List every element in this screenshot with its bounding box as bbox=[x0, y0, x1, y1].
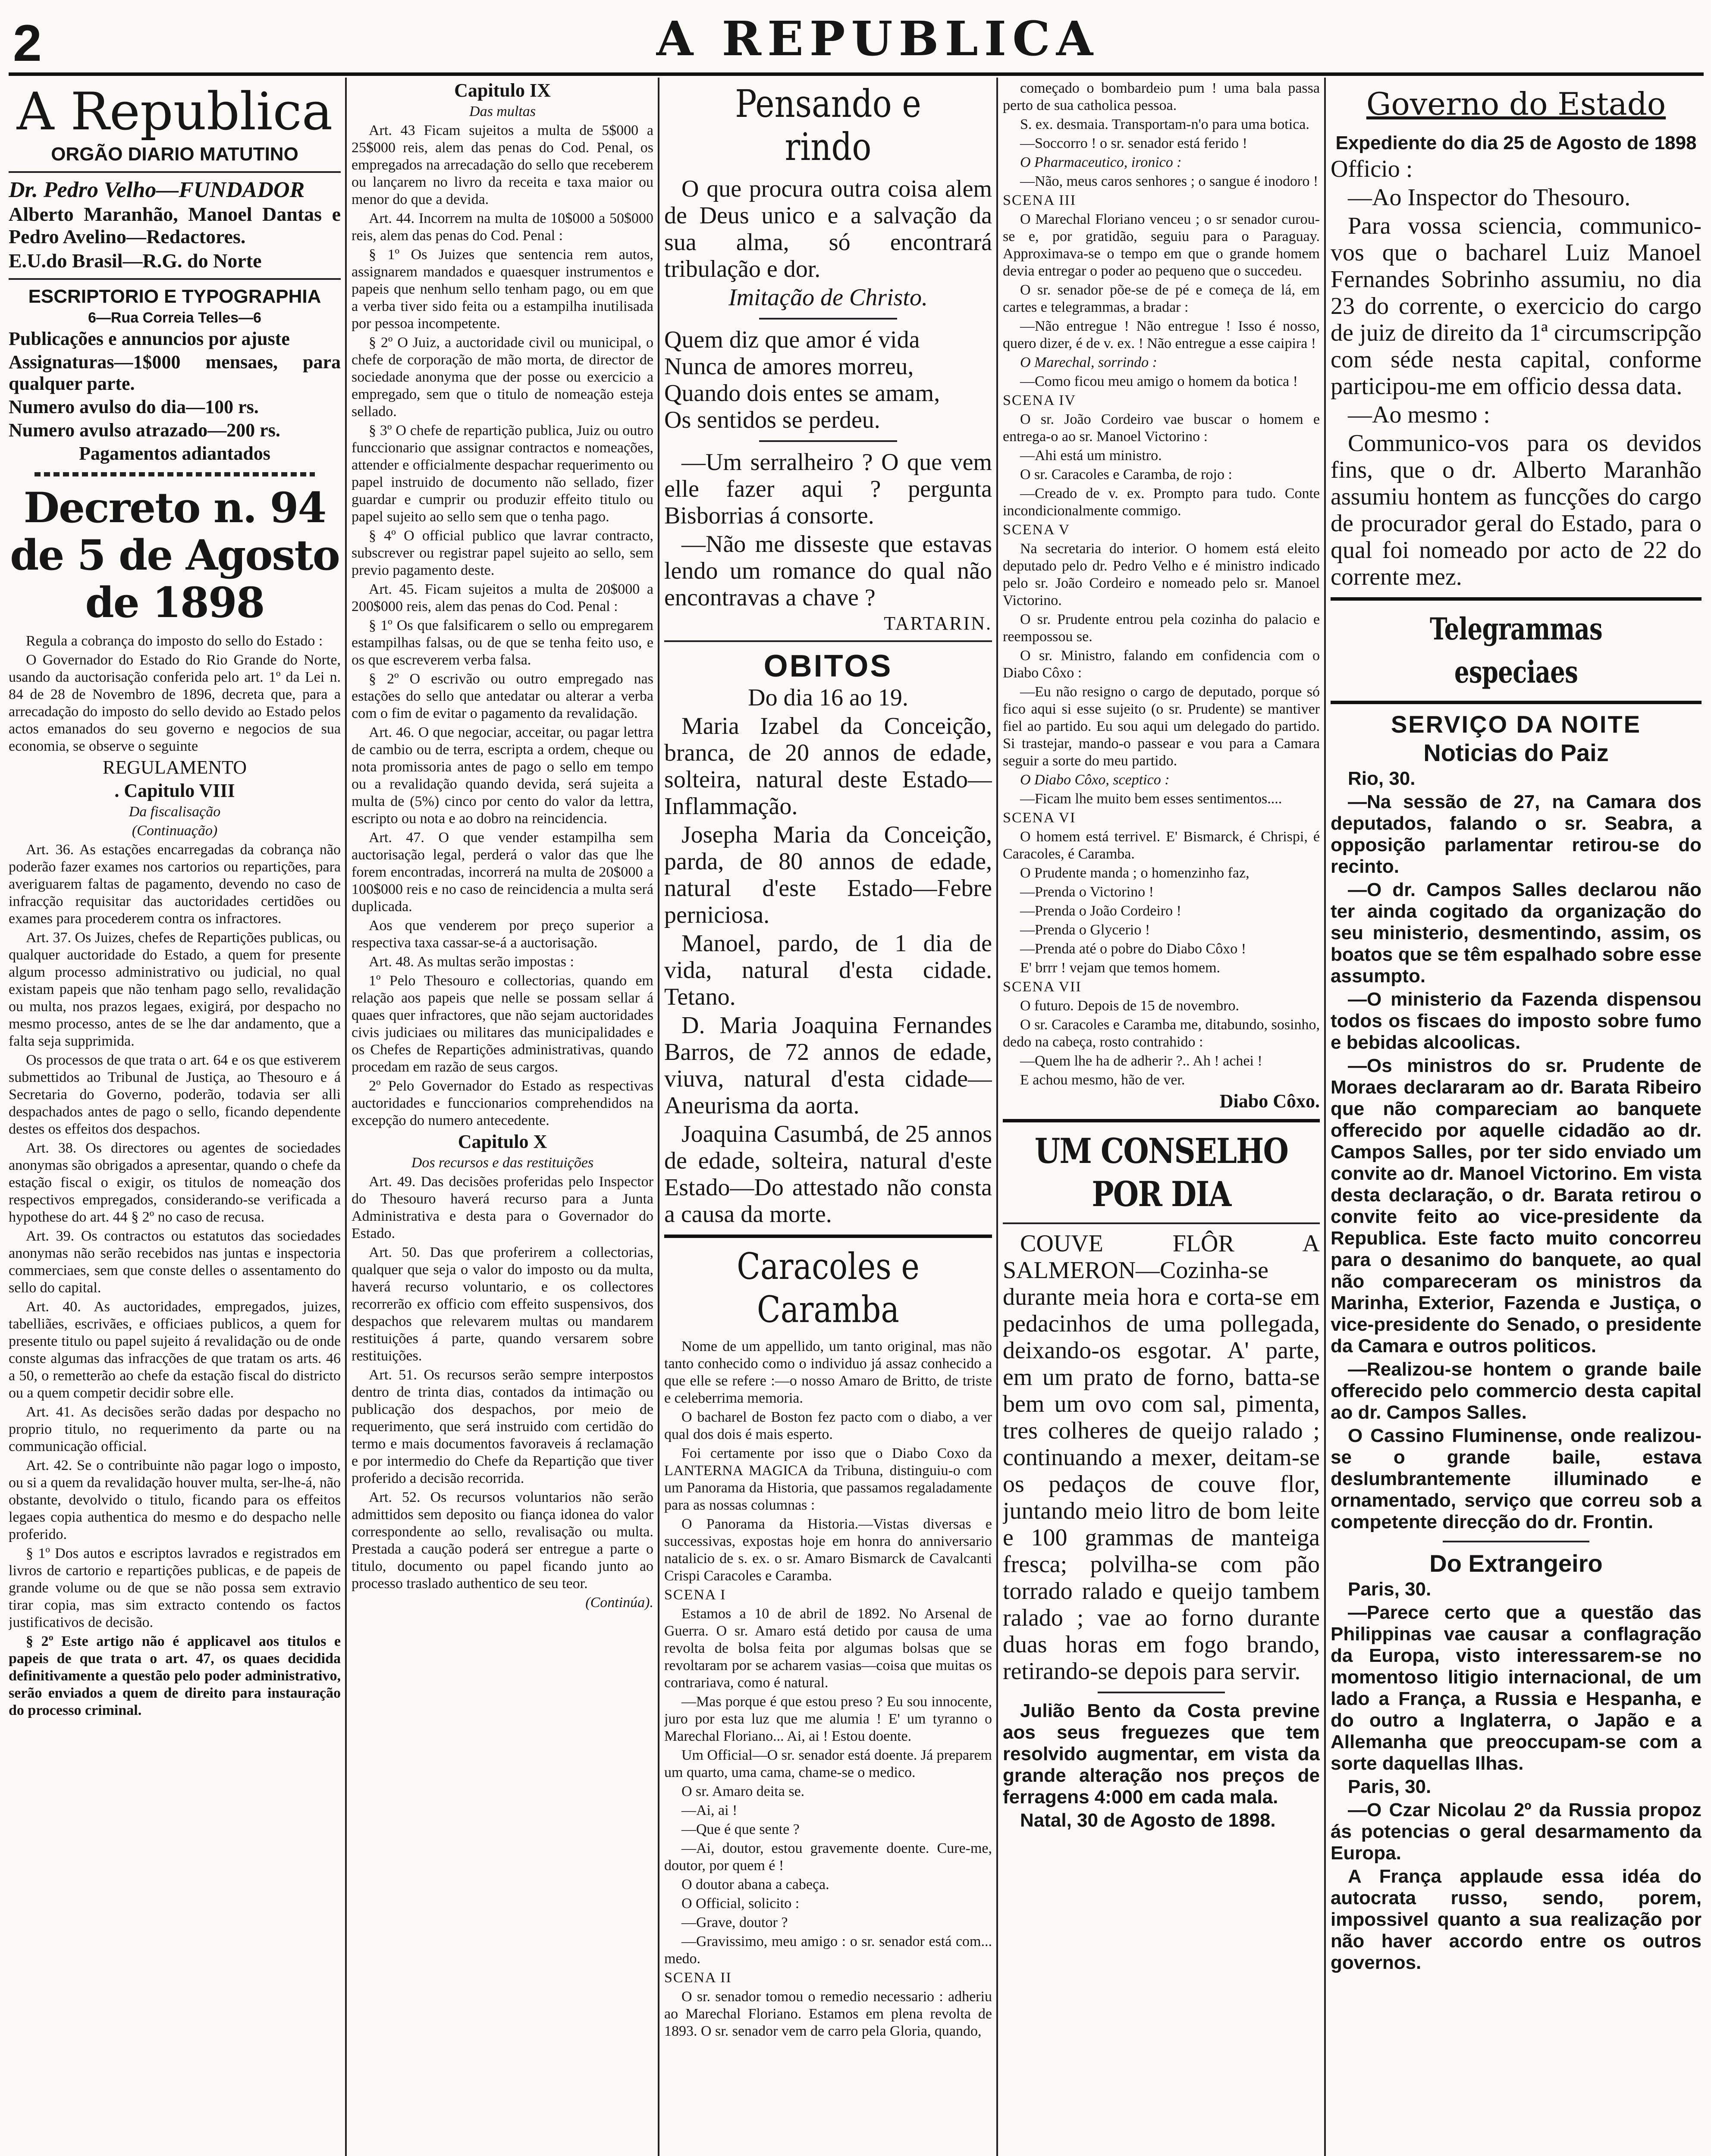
article-paragraph: Os processos de que trata o art. 64 e os que estiverem submettidos ao Tribunal de Justiça, ao Thesouro e á Secretaria do Governo, poderão, todavia ser alli despachados antes de pago o sello, ficando dependente destes os effeitos dos despachos. bbox=[9, 1052, 341, 1137]
section-headline: Telegrammas especiaes bbox=[1430, 611, 1602, 690]
article-paragraph: O Marechal, sorrindo : bbox=[1020, 354, 1157, 370]
union-line: E.U.do Brasil—R.G. do Norte bbox=[9, 250, 262, 272]
article-paragraph: § 1º Os que falsificarem o sello ou empregarem estampilhas falsas, ou de que se tenha feito uso, e os que escreverem verba falsa. bbox=[352, 617, 653, 668]
article-paragraph: Art. 38. Os directores ou agentes de sociedades anonymas são obrigados a apresentar, quando o chefe da estação fiscal o exigir, os titulos de nomeação dos respectivos empregados, considerando-se verificada a hypothese do art. 44 § 2º no caso de recusa. bbox=[9, 1140, 341, 1225]
commercial-notice-date: Natal, 30 de Agosto de 1898. bbox=[1020, 1810, 1276, 1831]
decree-title-line-1: Decreto n. 94 de 5 de Agosto bbox=[10, 483, 339, 580]
article-paragraph: —Não, meus caros senhores ; o sangue é inodoro ! bbox=[1020, 173, 1319, 189]
notice-1: Publicações e annuncios por ajuste bbox=[9, 328, 290, 349]
article-paragraph: Art. 42. Se o contribuinte não pagar logo o imposto, ou si a quem da revalidação houver multa, ser-lhe-á, não obstante, devolvido o titulo, ficando para os effeitos legaes copia authentica do mesmo e do despacho nelle proferido. bbox=[9, 1457, 341, 1542]
article-paragraph: O sr. Prudente entrou pela cozinha do palacio e reempossou se. bbox=[1003, 611, 1320, 645]
article-paragraph: Art. 52. Os recursos voluntarios não serão admittidos sem deposito ou fiança idonea do valor correspondente ao sello, revalisação ou multa. Prestada a caução poderá ser entregue a parte o titulo, documento ou papel ficando junto ao processo traslado authentico de seu teor. bbox=[352, 1489, 653, 1592]
article-paragraph: Art. 49. Das decisões proferidas pelo Inspector do Thesouro haverá recurso para a Junta Administrativa e desta para o Governador do Estado. bbox=[352, 1174, 653, 1241]
article-paragraph: O homem está terrivel. E' Bismarck, é Chrispi, é Caracoles, é Caramba. bbox=[1003, 829, 1320, 862]
telegram-item: —Parece certo que a questão das Philippinas vae causar a conflagração da Europa, visto interessarem-se no momentoso litigio internacional, de um lado a França, a Russia e Hespanha, e do outro a Inglaterra, o Japão e a Allemanha que preoccupam-se com a sorte daquellas Ilhas. bbox=[1331, 1602, 1702, 1774]
article-paragraph: —Grave, doutor ? bbox=[681, 1915, 788, 1930]
column-divider bbox=[1324, 78, 1326, 2156]
article-paragraph: E achou mesmo, hão de ver. bbox=[1020, 1072, 1185, 1088]
article-paragraph: § 1º Dos autos e escriptos lavrados e registrados em livros de cartorio e repartições publicas, e de papeis de grande volume ou de que se não possa sem extravio tirar copia, mas sim extracto contendo os factos justificativos de decisão. bbox=[9, 1545, 341, 1630]
article-paragraph: O Pharmaceutico, ironico : bbox=[1020, 154, 1182, 170]
obitos-date: Do dia 16 ao 19. bbox=[748, 684, 908, 711]
column-5 bbox=[1331, 80, 1702, 2156]
divider bbox=[664, 1235, 992, 1238]
article-paragraph: O Panorama da Historia.—Vistas diversas e successivas, expostas hoje em honra do anniversario natalicio de s. ex. o sr. Amaro Bismarck de Cavalcanti Crispi Caracoles e Caramba. bbox=[664, 1516, 992, 1584]
joke-text: —Não me disseste que estavas lendo um romance do qual não encontravas a chave ? bbox=[664, 531, 992, 611]
scene-title: SCENA II bbox=[664, 1970, 732, 1986]
article-paragraph: —Mas porque é que estou preso ? Eu sou innocente, juro por esta luz que me alumia ! E' um tyranno o Marechal Floriano... Ai, ai ! Estou doente. bbox=[664, 1694, 992, 1744]
article-paragraph: Nome de um appellido, um tanto original, mas não tanto conhecido como o individuo já assaz conhecido a que elle se refere :—o nosso Amaro de Britto, de triste e celeberrima memoria. bbox=[664, 1338, 992, 1406]
article-paragraph: —Ai, doutor, estou gravemente doente. Cure-me, doutor, por quem é ! bbox=[664, 1840, 992, 1874]
divider bbox=[9, 278, 341, 280]
article-paragraph: Art. 43 Ficam sujeitos a multa de 5$000 a 25$000 reis, alem das penas do Cod. Penal, os empregados na arrecadação do sello que receberem ou lançarem no livro da receita e taxa maior ou menor do que a devida. bbox=[352, 122, 653, 207]
article-paragraph: O sr. Caracoles e Caramba me, ditabundo, sosinho, dedo na cabeça, rosto contrahido : bbox=[1003, 1017, 1320, 1050]
article-paragraph: —Que é que sente ? bbox=[681, 1821, 800, 1837]
obitos-title: OBITOS bbox=[763, 649, 893, 683]
article-paragraph: —Eu não resigno o cargo de deputado, porque só fico aqui si esse sujeito (o sr. Prudente) se mantiver fiel ao partido. Eu sou aqui um delegado do partido. Si trastejar, mando-o passear e vou para a Camara seguir a sorte do meu partido. bbox=[1003, 684, 1320, 769]
noticias-title: Noticias do Paiz bbox=[1423, 739, 1609, 766]
decree-title-line-2: de 1898 bbox=[85, 578, 264, 627]
scene-title: SCENA V bbox=[1003, 522, 1071, 538]
article-paragraph: Para vossa sciencia, communico-vos que o bacharel Luiz Manoel Fernandes Sobrinho assumiu, no dia 23 do corrente, o exercicio do cargo de juiz de direito da 1ª circumscripção com séde nesta capital, conforme participou-me em officio dessa data. bbox=[1331, 213, 1702, 400]
section-headline: Caracoles e Caramba bbox=[737, 1245, 920, 1331]
chapter-title: Capitulo IX bbox=[454, 80, 551, 101]
masthead-title: A REPUBLICA bbox=[656, 11, 1099, 66]
poem-line: Nunca de amores morreu, bbox=[664, 353, 914, 380]
article-paragraph: Art. 41. As decisões serão dadas por despacho no proprio titulo, no requerimento da parte ou na communicação official. bbox=[9, 1404, 341, 1454]
scene-title: SCENA VII bbox=[1003, 979, 1082, 995]
article-paragraph: —Prenda o Victorino ! bbox=[1020, 884, 1154, 900]
article-paragraph: Art. 50. Das que proferirem a collectorias, qualquer que seja o valor do imposto ou da multa, haverá recurso voluntario, e os collectores recorrerão ex officio com effeito suspensivos, dos despachos que relevarem multas ou mandarem restituições á parte, quando versarem sobre restituições. bbox=[352, 1244, 653, 1364]
notice-3: Numero avulso do dia—100 rs. bbox=[9, 396, 259, 417]
column-divider bbox=[345, 78, 347, 2156]
article-paragraph: § 2º Este artigo não é applicavel aos titulos e papeis de que trata o art. 47, os quaes decidida definitivamente a questão pelo poder administrativo, serão enviados a quem de direito para instauração do processo criminal. bbox=[9, 1633, 341, 1718]
article-paragraph: Art. 47. O que vender estampilha sem auctorisação legal, perderá o valor das que lhe forem encontradas, incorrerá na multa de 20$000 a 100$000 reis e no caso de reincidencia a multa será duplicada. bbox=[352, 830, 653, 915]
article-signature: Diabo Côxo. bbox=[1219, 1091, 1320, 1112]
article-paragraph: O sr. Caracoles e Caramba, de rojo : bbox=[1020, 467, 1232, 483]
poem-line: Quando dois entes se amam, bbox=[664, 380, 940, 407]
article-paragraph: O sr. João Cordeiro vae buscar o homem e entrega-o ao sr. Manoel Victorino : bbox=[1003, 411, 1320, 445]
article-paragraph: O Official, solicito : bbox=[681, 1896, 800, 1912]
article-paragraph: § 4º O official publico que lavrar contracto, subscrever ou registrar papel sujeito ao sello, sem previo pagamento deste. bbox=[352, 528, 653, 578]
notice-5: Pagamentos adiantados bbox=[79, 443, 270, 464]
founder-line: Dr. Pedro Velho—FUNDADOR bbox=[9, 178, 305, 202]
dateline: Paris, 30. bbox=[1348, 1776, 1432, 1797]
paper-subtitle: ORGÃO DIARIO MATUTINO bbox=[51, 144, 298, 165]
chapter-subtitle: Dos recursos e das restituições bbox=[411, 1155, 594, 1171]
article-paragraph: § 1º Os Juizes que sentencia rem autos, assignarem mandados e quaesquer instrumentos e papeis que nenhum sello tenham pago, ou em que a verba tiver sido feita ou a estampilha inutilisada por pessoa incompetente. bbox=[352, 247, 653, 332]
chapter-subtitle: Das multas bbox=[469, 103, 536, 119]
article-paragraph: Art. 45. Ficam sujeitos a multa de 20$000 a 200$000 reis, alem das penas do Cod. Penal : bbox=[352, 581, 653, 614]
divider bbox=[759, 440, 897, 442]
article-paragraph: —Ahi está um ministro. bbox=[1020, 448, 1162, 464]
article-paragraph: 1º Pelo Thesouro e collectorias, quando em relação aos papeis que nelle se possam sellar á quaes quer infractores, que não sejam auctoridades civis judiciaes ou militares das municipalidades e os Chefes de Repartições administrativas, quando procedam em razão de seus cargos. bbox=[352, 973, 653, 1075]
article-paragraph: —Creado de v. ex. Prompto para tudo. Conte incondicionalmente commigo. bbox=[1003, 486, 1320, 519]
article-paragraph: 2º Pelo Governador do Estado as respectivas auctoridades e funccionarios comprehendidos na excepção do numero antecedente. bbox=[352, 1078, 653, 1128]
servico-title: SERVIÇO DA NOITE bbox=[1391, 711, 1642, 738]
telegram-item: —Realizou-se hontem o grande baile offerecido pelo commercio desta capital ao dr. Campos Salles. bbox=[1331, 1359, 1702, 1423]
article-paragraph: O sr. senador põe-se de pé e começa de lá, em cartes e telegrammas, a bradar : bbox=[1003, 282, 1320, 315]
masthead bbox=[0, 0, 1711, 73]
article-paragraph: O Marechal Floriano venceu ; o sr senador curou-se e, por gratidão, seguiu para o Paraguay. Approximava-se o tempo em que o grande homem devia entregar o poder ao pequeno que o succedeu. bbox=[1003, 211, 1320, 279]
divider bbox=[9, 171, 341, 173]
article-paragraph: O doutor abana a cabeça. bbox=[681, 1877, 829, 1893]
office-title: ESCRIPTORIO E TYPOGRAPHIA bbox=[28, 286, 321, 307]
decree-intro: Regula a cobrança do imposto do sello do Estado : bbox=[26, 633, 323, 649]
article-paragraph: E' brrr ! vejam que temos homem. bbox=[1020, 960, 1221, 976]
article-paragraph: Art. 46. O que negociar, acceitar, ou pagar lettra de cambio ou de terra, escripta a ordem, cheque ou nota promissoria antes de pago o sello em tempo ou a revalidação quando devida, será sujeita a multa de (5%) cinco por cento do valor da lettra, escripto ou nota e ao dobro na reincidencia. bbox=[352, 724, 653, 827]
article-paragraph: —Gravissimo, meu amigo : o sr. senador está com... medo. bbox=[664, 1934, 992, 1967]
article-paragraph: § 2º O Juiz, a auctoridade civil ou municipal, o chefe de corporação de mão morta, de director de sociedade anonyma que der posse ou exercicio a empregado, sem que o titulo de nomeação esteja sellado. bbox=[352, 335, 653, 420]
column-divider bbox=[996, 78, 998, 2156]
section-headline: Pensando e rindo bbox=[735, 81, 921, 169]
article-paragraph: Art. 37. Os Juizes, chefes de Repartições publicas, ou qualquer auctoridade do Estado, a quem for presente algum processo administrativo ou judicial, no qual existam papeis que não tenham pago sello, revalidação ou multa, nos prazos legaes, exigirá, por despacho no mesmo processo, antes de se lhe dar andamento, que a falta seja supprimida. bbox=[9, 930, 341, 1049]
article-paragraph: Foi certamente por isso que o Diabo Coxo da LANTERNA MAGICA da Tribuna, distinguiu-o com um Panorama da Historia, que passamos regaladamente para as nossas columnas : bbox=[664, 1445, 992, 1513]
article-paragraph: Na secretaria do interior. O homem está eleito deputado pelo dr. Pedro Velho e é ministro indicado pelo sr. João Cordeiro e nomeado pelo sr. Manoel Victorino. bbox=[1003, 541, 1320, 608]
article-paragraph: —Ao mesmo : bbox=[1348, 401, 1490, 428]
paper-name: A Republica bbox=[16, 82, 333, 142]
editors-line: Alberto Maranhão, Manoel Dantas e Pedro Avelino—Redactores. bbox=[9, 203, 341, 248]
page-number: 2 bbox=[13, 14, 42, 72]
masthead-rule bbox=[9, 72, 1704, 76]
article-paragraph: Art. 40. As auctoridades, empregados, juizes, tabelliães, escrivães, e officiaes publicos, a quem for presente titulo ou papel sujeito á revalidação ou de onde conste algumas das infracções de que tratam os arts. 46 a 50, o remetterão ao chefe da estação fiscal do districto ou a quem competir decidir sobre elle. bbox=[9, 1299, 341, 1401]
divider bbox=[1331, 597, 1702, 601]
article-paragraph: O bacharel de Boston fez pacto com o diabo, a ver qual dos dois é mais esperto. bbox=[664, 1409, 992, 1442]
obito-entry: D. Maria Joaquina Fernandes Barros, de 72 annos de edade, viuva, natural d'esta cidade—Aneurisma da aorta. bbox=[664, 1012, 992, 1119]
continua-label: (Continúa). bbox=[585, 1595, 653, 1611]
chapter-title: Capitulo X bbox=[458, 1131, 547, 1152]
article-paragraph: § 2º O escrivão ou outro empregado nas estações do sello que antedatar ou alterar a verba com o fim de evitar o pagamento da revalidação. bbox=[352, 671, 653, 721]
article-paragraph: —Ficam lhe muito bem esses sentimentos.... bbox=[1020, 791, 1282, 807]
article-paragraph: § 3º O chefe de repartição publica, Juiz ou outro funccionario que assignar contractos e nomeações, attender e officialmente despachar requerimento ou papel instruido de documento não sellado, fizer guardar e cumprir ou produzir effeito titulo ou papel sujeito ao sello sem que o tenha pago. bbox=[352, 423, 653, 525]
column-divider bbox=[658, 78, 659, 2156]
divider bbox=[1331, 701, 1702, 704]
obito-entry: Josepha Maria da Conceição, parda, de 80 annos de edade, natural d'este Estado—Febre perniciosa. bbox=[664, 821, 992, 928]
recipe-text: COUVE FLÔR A SALMERON—Cozinha-se durante meia hora e corta-se em pedacinhos de uma pollegada, deixando-os esgotar. A' parte, em um prato de forno, batta-se bem um ovo com sal, pimenta, tres colheres de queijo ralado ; continuando a mexer, deitam-se os pedaços de couve flor, juntando meio litro de bom leite e 100 grammas de manteiga fresca; polvilha-se com pão torrado ralado e queijo tambem ralado ; vae ao forno durante duas horas em fogo brando, retirando-se depois para servir. bbox=[1003, 1230, 1320, 1685]
article-paragraph: —Prenda o Glycerio ! bbox=[1020, 922, 1150, 938]
article-paragraph: —Prenda até o pobre do Diabo Côxo ! bbox=[1020, 941, 1246, 957]
scene-title: SCENA III bbox=[1003, 192, 1077, 208]
regulamento-title: REGULAMENTO bbox=[102, 757, 247, 778]
article-paragraph: —Soccorro ! o sr. senador está ferido ! bbox=[1020, 135, 1247, 151]
dateline: Paris, 30. bbox=[1348, 1579, 1432, 1600]
scene-title: SCENA IV bbox=[1003, 392, 1076, 408]
article-paragraph: Um Official—O sr. senador está doente. Já preparem um quarto, uma cama, chame-se o medico. bbox=[664, 1747, 992, 1780]
scene-title: SCENA I bbox=[664, 1587, 726, 1603]
section-headline: UM CONSELHO POR DIA bbox=[1034, 1131, 1288, 1214]
column-3 bbox=[664, 80, 992, 2156]
poem-line: Os sentidos se perdeu. bbox=[664, 407, 880, 433]
article-paragraph: —Prenda o João Cordeiro ! bbox=[1020, 903, 1181, 919]
chapter-subtitle: Da fiscalisação bbox=[129, 804, 221, 820]
poem-line: Quem diz que amor é vida bbox=[664, 326, 920, 353]
article-paragraph: —Quem lhe ha de adherir ?.. Ah ! achei ! bbox=[1020, 1053, 1262, 1069]
article-paragraph: O futuro. Depois de 15 de novembro. bbox=[1020, 998, 1240, 1014]
telegram-item: —Os ministros do sr. Prudente de Moraes declararam ao dr. Barata Ribeiro que não compareciam ao banquete offerecido por aquelle cidadão ao dr. Campos Salles, por ter sido enviado um convite ao dr. Manoel Victorino. Em vista desta declaração, o dr. Barata retirou o convite feito ao vice-presidente da Republica. Este facto muito concorreu para o desanimo do banquete, ao qual não compareceram os ministros da Marinha, Exterior, Fazenda e Justiça, o vice-presidente do Senado, o presidente da Camara e outros politicos. bbox=[1331, 1055, 1702, 1357]
expediente-title: Expediente do dia 25 de Agosto de 1898 bbox=[1335, 132, 1697, 154]
article-paragraph: Art. 36. As estações encarregadas da cobrança não poderão fazer exames nos cartorios ou repartições, para averiguarem faltas de pagamento, devendo no caso de infracção requisitar das auctoridades certidões ou exames para procederem contra os infractores. bbox=[9, 842, 341, 927]
decree-title bbox=[9, 484, 341, 627]
column-2 bbox=[352, 80, 653, 2156]
article-paragraph: O Diabo Côxo, sceptico : bbox=[1020, 772, 1170, 788]
article-paragraph: Art. 39. Os contractos ou estatutos das sociedades anonymas não serão recebidos nas juntas e inspectoria commerciaes, sem que conste delles o assentamento do sello do capital. bbox=[9, 1228, 341, 1296]
dateline: Rio, 30. bbox=[1348, 768, 1416, 789]
column-4 bbox=[1003, 80, 1320, 2156]
telegram-item: —O ministerio da Fazenda dispensou todos os fiscaes do imposto sobre fumo e bebidas alcoolicas. bbox=[1331, 989, 1702, 1053]
article-paragraph: —Como ficou meu amigo o homem da botica ! bbox=[1020, 373, 1298, 389]
telegram-item: —O Czar Nicolau 2º da Russia propoz ás potencias o geral desarmamento da Europa. bbox=[1331, 1799, 1702, 1864]
article-paragraph: O Prudente manda ; o homenzinho faz, bbox=[1020, 865, 1250, 881]
scene-title: SCENA VI bbox=[1003, 810, 1076, 826]
article-paragraph: —Ai, ai ! bbox=[681, 1802, 738, 1818]
article-paragraph: Art. 48. As multas serão impostas : bbox=[369, 954, 574, 970]
article-paragraph: Estamos a 10 de abril de 1892. No Arsenal de Guerra. O sr. Amaro está detido por causa de uma revolta de bolsa feita por algumas bolsas que se revoltaram por se acharem vasias—coisa que muitas os contrariava, como é natural. bbox=[664, 1606, 992, 1691]
article-paragraph: Art. 44. Incorrem na multa de 10$000 a 50$000 reis, alem das penas do Cod. Penal : bbox=[352, 210, 653, 244]
obito-entry: Maria Izabel da Conceição, branca, de 20 annos de edade, solteira, natural deste Estado—Inflammação. bbox=[664, 713, 992, 820]
telegram-item: O Cassino Fluminense, onde realizou-se o grande baile, estava deslumbrantemente illuminado e ornamentado, serviço que correu sob a competente direcção do dr. Frontin. bbox=[1331, 1425, 1702, 1532]
obito-entry: Joaquina Casumbá, de 25 annos de edade, solteira, natural d'este Estado—Do attestado não consta a causa da morte. bbox=[664, 1121, 992, 1228]
article-paragraph: Aos que venderem por preço superior a respectiva taxa cassar-se-á a auctorisação. bbox=[352, 918, 653, 951]
article-paragraph: S. ex. desmaia. Transportam-n'o para uma botica. bbox=[1020, 116, 1309, 132]
article-paragraph: O sr. senador tomou o remedio necessario : adheriu ao Marechal Floriano. Estamos em plena revolta de 1893. O sr. senador vem de carro pela Gloria, quando, bbox=[664, 1989, 992, 2039]
divider bbox=[759, 318, 897, 320]
divider bbox=[1098, 1692, 1225, 1693]
divider bbox=[1003, 1222, 1320, 1224]
divider bbox=[664, 640, 992, 642]
article-paragraph: —Ao Inspector do Thesouro. bbox=[1348, 184, 1631, 211]
article-paragraph: Communico-vos para os devidos fins, que o dr. Alberto Maranhão assumiu hontem as funcções do cargo de procurador geral do Estado, para o qual foi nomeado por acto de 22 do corrente mez. bbox=[1331, 430, 1702, 590]
divider bbox=[1003, 1119, 1320, 1122]
article-paragraph: —Não entregue ! Não entregue ! Isso é nosso, quero dizer, é de v. ex. ! Não entregue a esse caipira ! bbox=[1003, 318, 1320, 351]
telegram-item: —O dr. Campos Salles declarou não ter ainda cogitado da organização do seu ministerio, desmentindo, assim, os boatos que se têm espalhado sobre esse assumpto. bbox=[1331, 879, 1702, 987]
notice-2: Assignaturas—1$000 mensaes, para qualquer parte. bbox=[9, 351, 341, 394]
notice-4: Numero avulso atrazado—200 rs. bbox=[9, 420, 280, 441]
divider bbox=[1443, 1541, 1589, 1542]
commercial-notice: Julião Bento da Costa previne aos seus freguezes que tem resolvido augmentar, em vista da grande alteração nos preços de ferragens 4:000 em cada mala. bbox=[1003, 1700, 1320, 1808]
article-paragraph: Art. 51. Os recursos serão sempre interpostos dentro de trinta dias, contados da intimação ou publicação dos despachos, por meio de requerimento, que será instruido com certidão do termo e mais documentos favoraveis á reclamação e por intermedio do Chefe da Repartição que tiver proferido a decisão recorrida. bbox=[352, 1367, 653, 1486]
ornament-rule bbox=[35, 472, 315, 476]
column-1 bbox=[9, 80, 341, 2156]
section-headline: Governo do Estado bbox=[1366, 86, 1666, 122]
quote-source: Imitação de Christo. bbox=[728, 284, 928, 311]
chapter-continuation: (Continuação) bbox=[132, 823, 218, 839]
article-paragraph: Officio : bbox=[1331, 156, 1413, 182]
chapter-title: . Capitulo VIII bbox=[114, 780, 235, 801]
article-paragraph: começado o bombardeio pum ! uma bala passa perto de sua catholica pessoa. bbox=[1003, 80, 1320, 113]
article-paragraph: O sr. Amaro deita se. bbox=[681, 1783, 805, 1799]
joke-text: —Um serralheiro ? O que vem elle fazer aqui ? pergunta Bisborrias á consorte. bbox=[664, 449, 992, 529]
decree-body: O Governador do Estado do Rio Grande do Norte, usando da auctorisação conferida pelo art. 1º da Lei n. 84 de 28 de Novembro de 1896, decreta que, para a arrecadação do imposto do sello devido ao Estado pelos actos emanados do seu governo e negocios de sua economia, se observe o seguinte bbox=[9, 652, 341, 754]
obito-entry: Manoel, pardo, de 1 dia de vida, natural d'esta cidade. Tetano. bbox=[664, 930, 992, 1010]
quote-text: O que procura outra coisa alem de Deus unico e a salvação da sua alma, só encontrará tribulação e dor. bbox=[664, 175, 992, 282]
joke-author: TARTARIN. bbox=[884, 613, 992, 634]
telegram-item: —Na sessão de 27, na Camara dos deputados, falando o sr. Seabra, a opposição parlamentar retirou-se do recinto. bbox=[1331, 791, 1702, 877]
office-address: 6—Rua Correia Telles—6 bbox=[88, 310, 261, 326]
telegram-item: A França applaude essa idéa do autocrata russo, sendo, porem, impossivel quanto a sua realização por não haver accordo entre os outros governos. bbox=[1331, 1866, 1702, 1973]
article-paragraph: O sr. Ministro, falando em confidencia com o Diabo Côxo : bbox=[1003, 648, 1320, 681]
extrangeiro-title: Do Extrangeiro bbox=[1429, 1550, 1603, 1577]
